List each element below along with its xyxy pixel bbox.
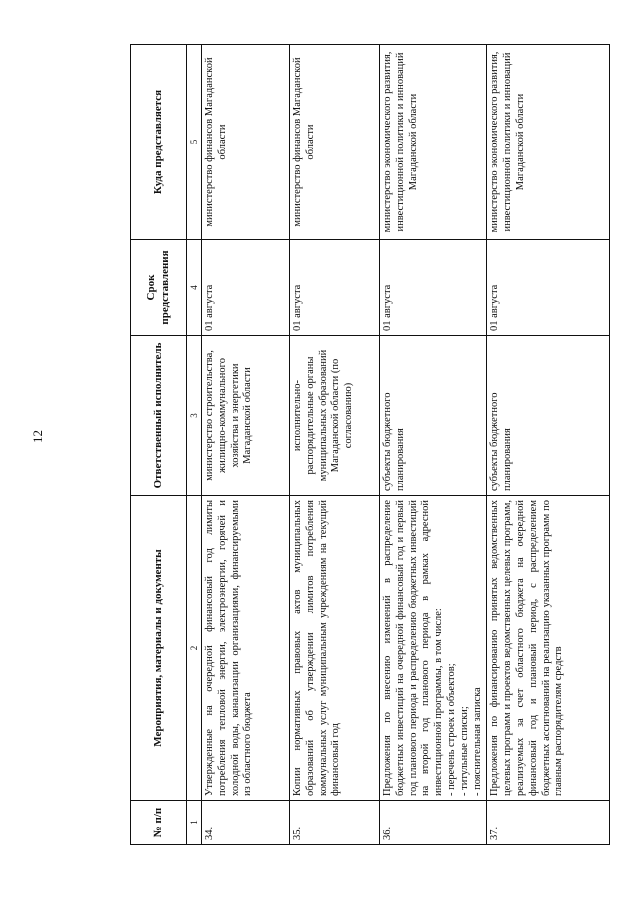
table-row — [487, 45, 610, 845]
row-measure: Предложения по финансированию принятых ведомственных целевых программ и проектов ведомственных целевых программ, реализуемых за счет областного бюджета на очередной финансовый год и плановый период, с распределением бюджетных ассигнований на реализацию указанных программ по главным распорядителям средств — [487, 496, 610, 801]
column-number: 1 — [187, 801, 202, 845]
row-number: 35. — [290, 801, 380, 845]
row-executor: субъекты бюджетного планирования — [380, 336, 487, 496]
plan-table-container — [130, 45, 610, 845]
page-number: 12 — [30, 430, 45, 443]
row-measure: Предложения по внесению изменений в распределение бюджетных инвестиций на очередной финансовый год и первый год планового периода и распределению бюджетных инвестиций на второй год планового периода в рамках адресной инвестиционной программы, в том числе: — [382, 500, 445, 796]
measure-list-item: - пояснительная записка — [471, 687, 483, 796]
column-number-row — [187, 45, 202, 845]
header-measures: Мероприятия, материалы и документы — [131, 496, 187, 801]
row-deadline: 01 августа — [487, 240, 610, 336]
plan-table — [130, 44, 610, 845]
row-measure-cell — [380, 496, 487, 801]
row-recipient: министерство финансов Магаданской области — [202, 45, 290, 240]
column-number: 5 — [187, 45, 202, 240]
measure-list-item: - перечень строек и объектов; — [445, 663, 457, 796]
header-deadline: Срок представления — [131, 240, 187, 336]
row-measure: Копии нормативных правовых актов муниципальных образований об утверждении лимитов потребления коммунальных услуг муниципальным учреждениям на текущий финансовый год — [290, 496, 380, 801]
row-deadline: 01 августа — [380, 240, 487, 336]
header-recipient: Куда представляется — [131, 45, 187, 240]
row-recipient: министерство финансов Магаданской области — [290, 45, 380, 240]
row-number: 34. — [202, 801, 290, 845]
table-row — [380, 45, 487, 845]
row-recipient: министерство экономического развития, инвестиционной политики и инноваций Магаданской области — [487, 45, 610, 240]
table-row — [202, 45, 290, 845]
row-number: 37. — [487, 801, 610, 845]
header-executor: Ответственный исполнитель — [131, 336, 187, 496]
measure-list-item: - титульные списки; — [458, 706, 470, 796]
row-executor: министерство строительства, жилищно-коммунального хозяйства и энергетики Магаданской области — [202, 336, 290, 496]
table-row — [290, 45, 380, 845]
table-header-row — [131, 45, 187, 845]
row-measure: Утвержденные на очередной финансовый год лимиты потребления тепловой энергии, электроэнергии, горячей и холодной воды, канализации организациями, финансируемыми из областного бюджета — [202, 496, 290, 801]
row-deadline: 01 августа — [290, 240, 380, 336]
column-number: 2 — [187, 496, 202, 801]
column-number: 4 — [187, 240, 202, 336]
row-executor: исполнительно-распорядительные органы муниципальных образований Магаданской области (по согласованию) — [290, 336, 380, 496]
row-executor: субъекты бюджетного планирования — [487, 336, 610, 496]
column-number: 3 — [187, 336, 202, 496]
row-deadline: 01 августа — [202, 240, 290, 336]
header-number: № п/п — [131, 801, 187, 845]
row-recipient: министерство экономического развития, инвестиционной политики и инноваций Магаданской области — [380, 45, 487, 240]
row-number: 36. — [380, 801, 487, 845]
